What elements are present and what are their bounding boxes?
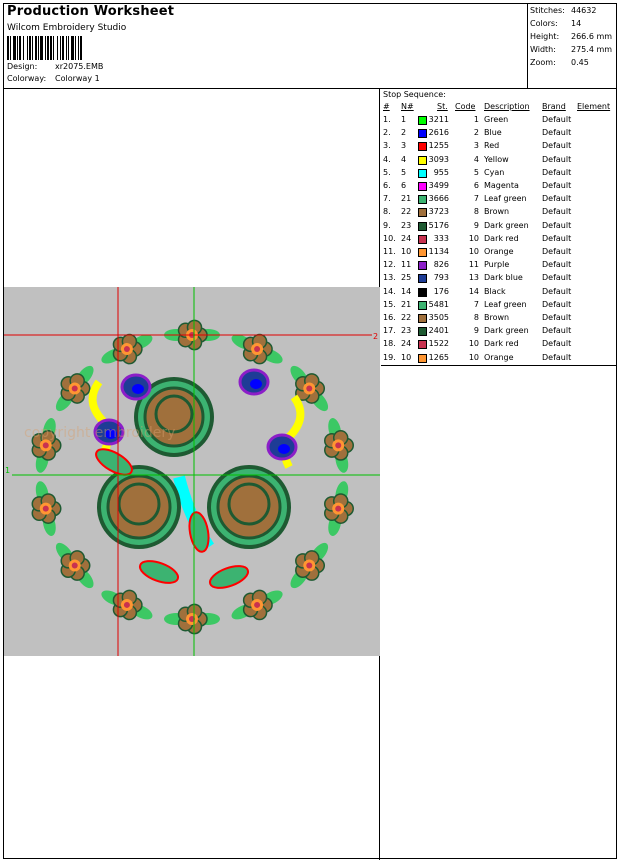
flower-core — [72, 385, 78, 391]
stat-value: 14 — [571, 19, 582, 28]
barcode-bar — [53, 36, 54, 60]
stat-label: Width: — [530, 45, 556, 54]
stat-width — [530, 44, 615, 56]
row-stitch-count: 2616 — [428, 128, 449, 138]
color-swatch — [418, 129, 427, 138]
guide-marker-1: 1 — [5, 466, 11, 475]
flower-core — [335, 442, 341, 448]
row-code: 8 — [473, 313, 479, 322]
row-code: 4 — [473, 154, 479, 164]
row-stitch-count: 1255 — [428, 141, 449, 151]
row-needle: 4 — [401, 154, 407, 164]
row-code: 9 — [473, 326, 479, 336]
row-needle: 11 — [401, 260, 412, 270]
barcode-bar — [78, 36, 79, 60]
row-needle: 5 — [401, 167, 407, 177]
stat-value: 266.6 mm — [571, 32, 613, 41]
flower-wreath — [32, 320, 353, 633]
design-row — [7, 62, 103, 71]
row-description: Leaf green — [484, 299, 527, 309]
row-index: 17. — [383, 326, 396, 336]
barcode-bar — [35, 36, 37, 60]
rose-inner — [229, 484, 269, 524]
stat-label: Height: — [530, 32, 560, 41]
row-brand: Default — [542, 154, 572, 164]
row-brand: Default — [542, 167, 572, 177]
barcode-bar — [23, 36, 24, 60]
row-description: Black — [484, 286, 506, 296]
barcode-bar — [45, 36, 46, 60]
color-swatch — [418, 274, 427, 283]
row-description: Green — [484, 115, 509, 124]
flower-core — [254, 346, 260, 352]
row-index: 13. — [383, 273, 396, 283]
row-description: Brown — [484, 207, 510, 217]
row-description: Leaf green — [484, 194, 527, 204]
stop-sequence-title: Stop Sequence: — [383, 90, 446, 99]
row-description: Dark green — [484, 220, 529, 230]
row-index: 12. — [383, 260, 396, 270]
row-index: 14. — [383, 286, 396, 296]
row-description: Purple — [484, 260, 510, 270]
color-swatch — [418, 116, 427, 125]
colorway-label: Colorway: — [7, 74, 47, 83]
barcode-bar — [7, 36, 9, 60]
barcode-bar — [17, 36, 18, 60]
row-description: Dark blue — [484, 273, 523, 283]
row-stitch-count: 3723 — [428, 207, 449, 217]
production-worksheet — [3, 3, 617, 859]
barcode-bar — [71, 36, 74, 60]
row-brand: Default — [542, 260, 572, 270]
col-header-num: # — [383, 102, 390, 111]
row-index: 9. — [383, 220, 391, 230]
row-code: 5 — [473, 167, 479, 177]
stat-stitches — [530, 5, 615, 17]
row-code: 11 — [468, 260, 479, 270]
row-index: 18. — [383, 339, 396, 349]
flower-core — [306, 563, 312, 569]
row-needle: 25 — [401, 273, 412, 283]
row-needle: 10 — [401, 247, 412, 256]
color-swatch — [418, 208, 427, 217]
row-brand: Default — [542, 128, 572, 138]
row-code: 10 — [468, 352, 479, 362]
row-brand: Default — [542, 299, 572, 309]
color-swatch — [418, 354, 427, 363]
row-code: 10 — [468, 339, 479, 349]
row-code: 8 — [473, 207, 479, 217]
row-index: 19. — [383, 352, 396, 362]
color-swatch — [418, 340, 427, 349]
row-code: 2 — [473, 128, 479, 138]
row-description: Red — [484, 141, 500, 151]
row-needle: 23 — [401, 220, 412, 230]
barcode-bar — [57, 36, 58, 60]
row-code: 9 — [473, 220, 479, 230]
row-brand: Default — [542, 115, 572, 124]
design-filename: xr2075.EMB — [55, 62, 104, 71]
color-swatch — [418, 314, 427, 323]
stat-label: Zoom: — [530, 58, 556, 67]
row-brand: Default — [542, 339, 572, 349]
watermark-text: copyright embroidery — [24, 425, 176, 441]
flower-core — [254, 602, 260, 608]
row-description: Yellow — [484, 154, 509, 164]
red-edged-leaf — [207, 562, 251, 593]
flower-core — [124, 346, 130, 352]
row-needle: 10 — [401, 352, 412, 362]
barcode-bar — [13, 36, 16, 60]
row-needle: 22 — [401, 207, 412, 217]
row-code: 1 — [473, 115, 479, 124]
barcode-bar — [32, 36, 33, 60]
row-stitch-count: 333 — [433, 233, 449, 243]
design-preview-area — [4, 89, 380, 860]
row-code: 6 — [473, 181, 479, 190]
color-swatch — [418, 222, 427, 231]
row-needle: 23 — [401, 326, 412, 336]
row-index: 15. — [383, 299, 396, 309]
row-index: 1. — [383, 115, 391, 124]
stat-colors — [530, 18, 615, 30]
color-swatch — [418, 142, 427, 151]
embroidery-design-image — [4, 287, 380, 656]
barcode-bar — [68, 36, 69, 60]
row-brand: Default — [542, 326, 572, 336]
barcode-bar — [38, 36, 39, 60]
stat-height — [530, 31, 615, 43]
flower-core — [124, 602, 130, 608]
colorway-value: Colorway 1 — [55, 74, 100, 83]
stat-value: 275.4 mm — [571, 45, 613, 54]
row-needle: 2 — [401, 128, 407, 138]
stat-value: 0.45 — [571, 58, 589, 67]
row-index: 6. — [383, 181, 391, 190]
row-brand: Default — [542, 220, 572, 230]
blue-bud-inner — [132, 384, 144, 394]
row-code: 14 — [468, 286, 479, 296]
row-needle: 3 — [401, 141, 407, 151]
software-name: Wilcom Embroidery Studio — [7, 23, 127, 33]
row-brand: Default — [542, 247, 572, 256]
row-brand: Default — [542, 286, 572, 296]
stat-label: Colors: — [530, 19, 558, 28]
row-description: Dark red — [484, 339, 519, 349]
blue-bud-inner — [278, 444, 290, 454]
flower-core — [43, 442, 49, 448]
row-brand: Default — [542, 273, 572, 283]
row-code: 10 — [468, 233, 479, 243]
col-header-brand: Brand — [542, 102, 566, 111]
row-code: 7 — [473, 299, 479, 309]
stats-panel — [527, 4, 616, 88]
stat-label: Stitches: — [530, 6, 565, 15]
row-code: 3 — [473, 141, 479, 151]
row-index: 7. — [383, 194, 391, 204]
row-code: 10 — [468, 247, 479, 256]
colorway-row — [7, 74, 100, 83]
color-swatch — [418, 195, 427, 204]
row-stitch-count: 1134 — [428, 247, 449, 256]
design-label: Design: — [7, 62, 38, 71]
row-needle: 21 — [401, 194, 412, 204]
color-swatch — [418, 288, 427, 297]
row-brand: Default — [542, 313, 572, 322]
row-brand: Default — [542, 141, 572, 151]
row-brand: Default — [542, 233, 572, 243]
row-index: 16. — [383, 313, 396, 322]
row-code: 13 — [468, 273, 479, 283]
row-stitch-count: 3211 — [428, 115, 449, 124]
row-stitch-count: 826 — [433, 260, 449, 270]
col-header-code: Code — [455, 102, 476, 111]
barcode-bar — [66, 36, 67, 60]
barcode-bar — [47, 36, 49, 60]
row-stitch-count: 3666 — [428, 194, 449, 204]
row-stitch-count: 793 — [433, 273, 449, 283]
col-header-description: Description — [484, 102, 530, 111]
row-stitch-count: 955 — [433, 167, 449, 177]
guide-marker-2: 2 — [373, 332, 379, 341]
barcode — [7, 36, 131, 60]
row-index: 11. — [383, 247, 396, 256]
page-title: Production Worksheet — [7, 4, 175, 19]
row-stitch-count: 3093 — [428, 154, 449, 164]
flower-core — [306, 385, 312, 391]
flower-core — [335, 506, 341, 512]
flower-core — [72, 563, 78, 569]
color-swatch — [418, 235, 427, 244]
barcode-bar — [10, 36, 11, 60]
row-needle: 21 — [401, 299, 412, 309]
row-stitch-count: 1522 — [428, 339, 449, 349]
col-header-n: N# — [401, 102, 414, 111]
row-index: 4. — [383, 154, 391, 164]
color-swatch — [418, 327, 427, 336]
row-description: Dark red — [484, 233, 519, 243]
row-stitch-count: 1265 — [428, 352, 449, 362]
barcode-bar — [80, 36, 82, 60]
row-description: Brown — [484, 313, 510, 322]
barcode-bar — [29, 36, 31, 60]
row-needle: 14 — [401, 286, 412, 296]
row-needle: 24 — [401, 339, 412, 349]
row-index: 5. — [383, 167, 391, 177]
row-stitch-count: 3505 — [428, 313, 449, 322]
row-stitch-count: 3499 — [428, 181, 449, 190]
barcode-bar — [62, 36, 64, 60]
barcode-bar — [50, 36, 52, 60]
row-index: 10. — [383, 233, 396, 243]
row-code: 7 — [473, 194, 479, 204]
row-description: Magenta — [484, 181, 519, 190]
row-brand: Default — [542, 181, 572, 190]
red-edged-leaf — [137, 557, 181, 588]
color-swatch — [418, 261, 427, 270]
row-description: Dark green — [484, 326, 529, 336]
stat-value: 44632 — [571, 6, 597, 15]
color-swatch — [418, 156, 427, 165]
design-canvas — [4, 287, 380, 656]
col-header-stitches: St. — [437, 102, 448, 111]
col-header-element: Element — [577, 102, 611, 111]
row-stitch-count: 5481 — [428, 299, 449, 309]
row-description: Orange — [484, 247, 514, 256]
row-needle: 22 — [401, 313, 412, 322]
center-bouquet — [92, 370, 300, 592]
red-edged-leaf — [187, 511, 212, 554]
color-swatch — [418, 182, 427, 191]
barcode-bar — [27, 36, 28, 60]
row-description: Cyan — [484, 167, 505, 177]
row-needle: 6 — [401, 181, 407, 190]
row-description: Blue — [484, 128, 502, 138]
row-index: 3. — [383, 141, 391, 151]
barcode-bar — [60, 36, 61, 60]
color-swatch — [418, 169, 427, 178]
barcode-bar — [75, 36, 76, 60]
row-description: Orange — [484, 352, 514, 362]
row-brand: Default — [542, 194, 572, 204]
blue-bud-inner — [250, 379, 262, 389]
barcode-bar — [40, 36, 43, 60]
row-index: 2. — [383, 128, 391, 138]
row-stitch-count: 176 — [433, 286, 449, 296]
flower-core — [43, 506, 49, 512]
row-needle: 1 — [401, 115, 407, 124]
rose-inner — [119, 484, 159, 524]
barcode-bar — [19, 36, 21, 60]
row-brand: Default — [542, 207, 572, 217]
stat-zoom — [530, 57, 615, 69]
color-swatch — [418, 248, 427, 257]
stop-sequence-panel — [381, 89, 616, 366]
worksheet-header — [4, 4, 616, 89]
row-needle: 24 — [401, 233, 412, 243]
row-index: 8. — [383, 207, 391, 217]
row-stitch-count: 5176 — [428, 220, 449, 230]
row-brand: Default — [542, 352, 572, 362]
row-stitch-count: 2401 — [428, 326, 449, 336]
color-swatch — [418, 301, 427, 310]
